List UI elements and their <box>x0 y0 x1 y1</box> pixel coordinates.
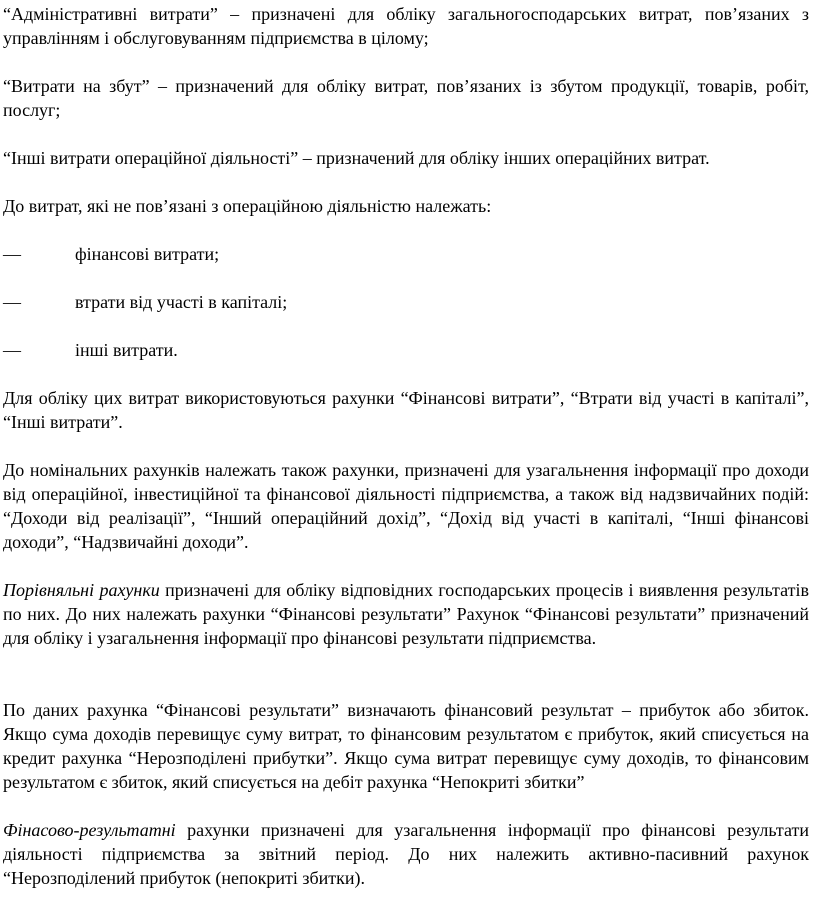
paragraph-comparative-accounts <box>3 578 809 650</box>
list-dash: — <box>3 244 21 264</box>
list-dash: — <box>3 292 21 312</box>
italic-term: Фінасово-результатні <box>3 820 176 840</box>
list-item-text: фінансові витрати; <box>75 244 220 264</box>
list-item <box>3 290 287 314</box>
list-dash: — <box>3 340 21 360</box>
paragraph-financial-result: По даних рахунка “Фінансові результати” визначають фінансовий результат – прибуток або збиток. Якщо сума доходів перевищує суму витрат, то фінансовим результатом є прибуток, який списується на кредит рахунка “Нерозподілені прибутки”. Якщо сума витрат перевищує суму доходів, то фінансовим результатом є збиток, який списується на дебіт рахунка “Непокриті збитки” <box>3 700 809 792</box>
list-item-text: інші витрати. <box>75 340 178 360</box>
italic-term: Порівняльні рахунки <box>3 580 160 600</box>
paragraph-text: призначені для обліку відповідних господарських процесів і виявлення результатів по них. До них належать рахунки “Фінансові результати” Рахунок “Фінансові результати” призначений для обліку і узагальнення інформації про фінансові результати підприємства. <box>3 580 809 648</box>
paragraph-sales-expenses: “Витрати на збут” – призначений для обліку витрат, пов’язаних із збутом продукції, товарів, робіт, послуг; <box>3 76 809 120</box>
list-item <box>3 338 178 362</box>
paragraph-admin-expenses: “Адміністративні витрати” – призначені для обліку загальногосподарських витрат, пов’язаних з управлінням і обслуговуванням підприємства в цілому; <box>3 4 809 48</box>
paragraph-nominal-accounts: До номінальних рахунків належать також рахунки, призначені для узагальнення інформації про доходи від операційної, інвестиційної та фінансової діяльності підприємства, а також від надзвичайних подій: “Доходи від реалізації”, “Інший операційний дохід”, “Дохід від участі в капіталі, “Інші фінансові доходи”, “Надзвичайні доходи”. <box>3 460 809 552</box>
paragraph-text: рахунки призначені для узагальнення інформації про фінансові результати діяльності підприємства за звітний період. До них належить активно-пасивний рахунок “Нерозподілений прибуток (непокриті збитки). <box>3 820 809 888</box>
paragraph-accounts-used: Для обліку цих витрат використовуються рахунки “Фінансові витрати”, “Втрати від участі в капіталі”, “Інші витрати”. <box>3 388 809 432</box>
paragraph-other-operating-expenses: “Інші витрати операційної діяльності” – призначений для обліку інших операційних витрат. <box>3 148 710 168</box>
paragraph-financial-result-accounts <box>3 818 809 890</box>
list-item <box>3 242 219 266</box>
paragraph-non-operating-intro: До витрат, які не пов’язані з операційною діяльністю належать: <box>3 196 492 216</box>
list-item-text: втрати від участі в капіталі; <box>75 292 288 312</box>
